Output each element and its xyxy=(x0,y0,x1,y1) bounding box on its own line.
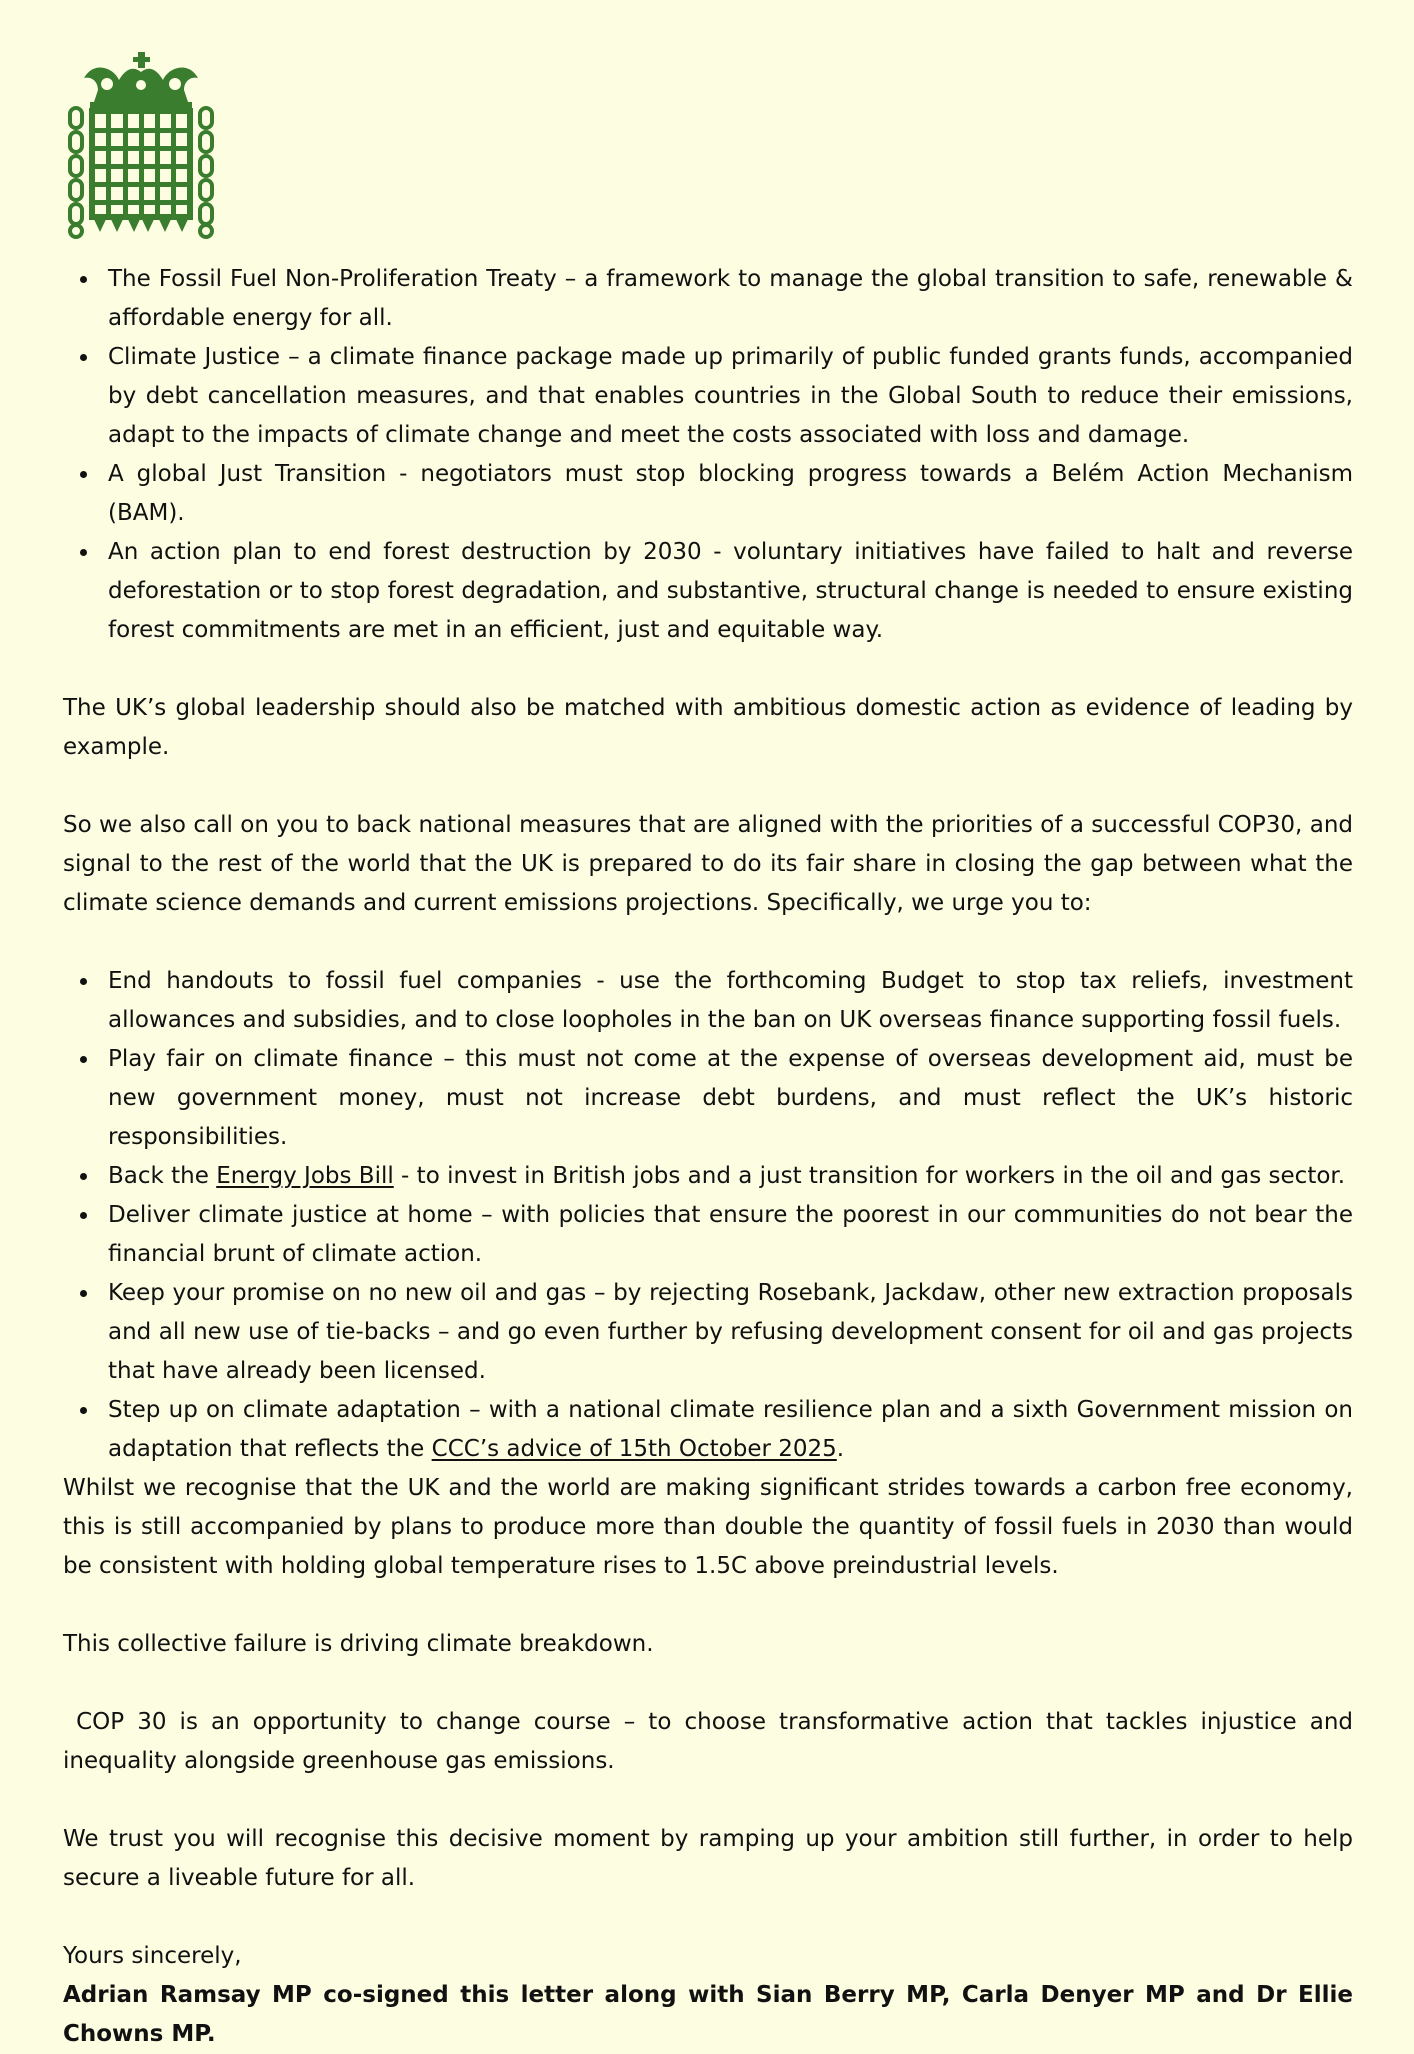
signatories: Adrian Ramsay MP co-signed this letter along with Sian Berry MP, Carla Denyer MP and Dr Ellie Chowns MP. xyxy=(63,1982,1353,2047)
paragraph-trust: We trust you will recognise this decisive moment by ramping up your ambition still further, in order to help secure a liveable future for all. xyxy=(63,1826,1353,1891)
list-item xyxy=(108,1391,1353,1469)
list-item: Climate Justice – a climate finance package made up primarily of public funded grants funds, accompanied by debt cancellation measures, and that enables countries in the Global South to reduce their emissions, adapt to the impacts of climate change and meet the costs associated with loss and damage. xyxy=(108,338,1353,455)
list-item: Play fair on climate finance – this must not come at the expense of overseas development aid, must be new government money, must not increase debt burdens, and must reflect the UK’s historic responsibilities. xyxy=(108,1040,1353,1157)
paragraph-failure: This collective failure is driving climate breakdown. xyxy=(63,1631,654,1657)
item-text: Step up on climate adaptation – with a national climate resilience plan and a sixth Government mission on adaptation that reflects the xyxy=(108,1397,1353,1462)
list-item: A global Just Transition - negotiators must stop blocking progress towards a Belém Action Mechanism (BAM). xyxy=(108,455,1353,533)
measures-list xyxy=(63,962,1353,1469)
list-item: The Fossil Fuel Non-Proliferation Treaty – a framework to manage the global transition to safe, renewable & affordable energy for all. xyxy=(108,260,1353,338)
closing-salutation: Yours sincerely, xyxy=(63,1943,242,1969)
ccc-advice-link[interactable]: CCC’s advice of 15th October 2025 xyxy=(431,1436,837,1462)
list-item: Keep your promise on no new oil and gas – by rejecting Rosebank, Jackdaw, other new extraction proposals and all new use of tie-backs – and go even further by refusing development consent for oil and gas projects that have already been licensed. xyxy=(108,1274,1353,1391)
energy-jobs-bill-link[interactable]: Energy Jobs Bill xyxy=(216,1163,394,1189)
paragraph-cop: COP 30 is an opportunity to change course – to choose transformative action that tackles injustice and inequality alongside greenhouse gas emissions. xyxy=(63,1709,1361,1774)
list-item: An action plan to end forest destruction by 2030 - voluntary initiatives have failed to halt and reverse deforestation or to stop forest degradation, and substantive, structural change is needed to ensure existing forest commitments are met in an efficient, just and equitable way. xyxy=(108,533,1353,650)
letter-page xyxy=(63,50,1361,2054)
letter-body xyxy=(63,260,1361,2054)
list-item xyxy=(108,1157,1353,1196)
paragraph-leadership: The UK’s global leadership should also be matched with ambitious domestic action as evidence of leading by example. xyxy=(63,695,1353,760)
paragraph-whilst: Whilst we recognise that the UK and the world are making significant strides towards a carbon free economy, this is still accompanied by plans to produce more than double the quantity of fossil fuels in 2030 than would be consistent with holding global temperature rises to 1.5C above preindustrial levels. xyxy=(63,1475,1353,1579)
list-item: End handouts to fossil fuel companies - use the forthcoming Budget to stop tax reliefs, investment allowances and subsidies, and to close loopholes in the ban on UK overseas finance supporting fossil fuels. xyxy=(108,962,1353,1040)
item-text: - to invest in British jobs and a just transition for workers in the oil and gas sector. xyxy=(393,1163,1346,1189)
portcullis-crest-icon xyxy=(64,50,219,240)
list-item: Deliver climate justice at home – with policies that ensure the poorest in our communities do not bear the financial brunt of climate action. xyxy=(108,1196,1353,1274)
item-text: Back the xyxy=(108,1163,217,1189)
paragraph-call: So we also call on you to back national measures that are aligned with the priorities of a successful COP30, and signal to the rest of the world that the UK is prepared to do its fair share in closing the gap between what the climate science demands and current emissions projections. Specifically, we urge you to: xyxy=(63,812,1353,916)
treaty-list xyxy=(63,260,1353,650)
item-text: . xyxy=(836,1436,845,1462)
